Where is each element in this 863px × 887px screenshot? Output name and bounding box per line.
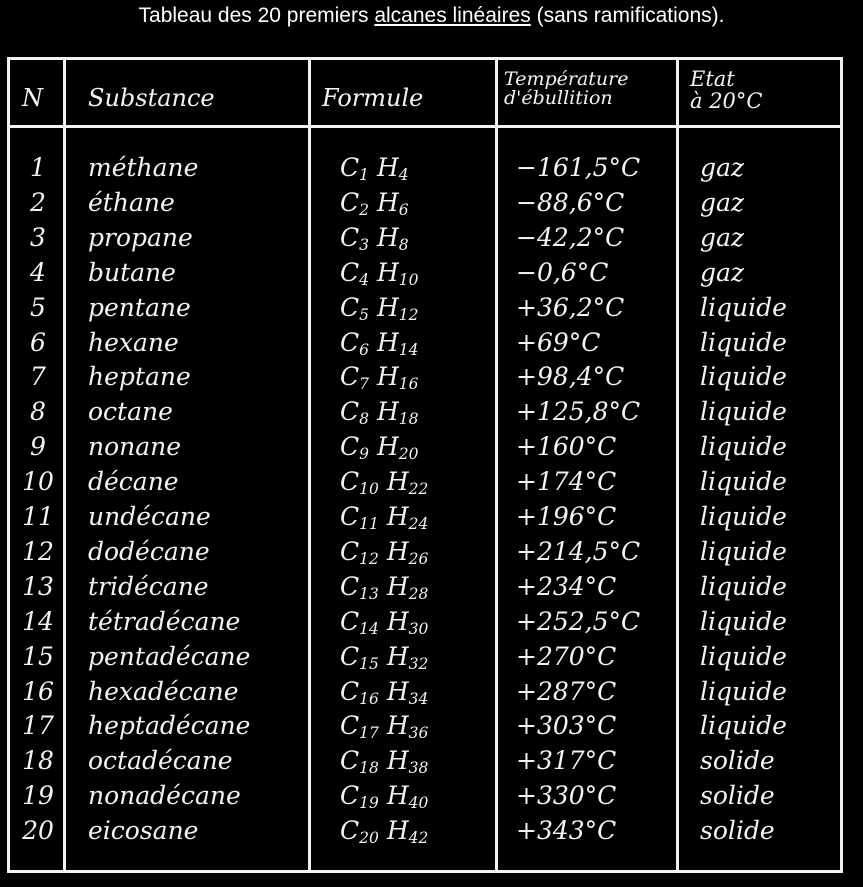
carbon-symbol: C	[340, 677, 360, 706]
carbon-count: 14	[359, 619, 379, 638]
carbon-count: 8	[359, 409, 370, 428]
hydrogen-symbol: H	[369, 223, 399, 252]
substance-name: éthane	[88, 188, 175, 217]
header-etat-line2: à 20°C	[690, 89, 763, 113]
carbon-symbol: C	[340, 153, 360, 182]
carbon-count: 11	[359, 514, 379, 533]
substance-name: nonane	[88, 432, 182, 461]
row-number: 16	[22, 677, 54, 706]
boiling-temperature: +125,8°C	[516, 397, 641, 426]
carbon-symbol: C	[340, 572, 360, 601]
boiling-temperature: +196°C	[516, 502, 617, 531]
boiling-temperature: +174°C	[516, 467, 617, 496]
row-number: 17	[22, 711, 54, 740]
column-divider	[308, 57, 311, 873]
formula	[340, 778, 428, 813]
state-at-20c: liquide	[700, 711, 787, 740]
header-substance: Substance	[88, 84, 215, 112]
column-divider	[495, 57, 498, 873]
state-at-20c: liquide	[700, 537, 787, 566]
formula	[340, 185, 409, 220]
formula	[340, 150, 409, 185]
hydrogen-symbol: H	[369, 258, 399, 287]
carbon-symbol: C	[340, 607, 360, 636]
row-number: 12	[22, 537, 54, 566]
boiling-temperature: +234°C	[516, 572, 617, 601]
state-at-20c: solide	[700, 746, 775, 775]
carbon-count: 15	[359, 654, 379, 673]
boiling-temperature: +160°C	[516, 432, 617, 461]
hydrogen-count: 28	[408, 584, 429, 603]
substance-name: hexane	[88, 328, 179, 357]
carbon-symbol: C	[340, 188, 360, 217]
state-at-20c: liquide	[700, 642, 787, 671]
state-at-20c: liquide	[700, 432, 787, 461]
row-number: 3	[30, 223, 46, 252]
formula	[340, 639, 428, 674]
header-etat	[690, 68, 763, 112]
hydrogen-symbol: H	[369, 362, 399, 391]
state-at-20c: liquide	[700, 328, 787, 357]
row-number: 5	[30, 293, 46, 322]
row-number: 19	[22, 781, 54, 810]
carbon-symbol: C	[340, 642, 360, 671]
hydrogen-symbol: H	[369, 293, 399, 322]
boiling-temperature: +214,5°C	[516, 537, 641, 566]
row-number: 13	[22, 572, 54, 601]
carbon-symbol: C	[340, 328, 360, 357]
carbon-count: 19	[359, 793, 379, 812]
alcanes-lineaires-link[interactable]: alcanes linéaires	[374, 4, 531, 27]
header-temperature-line1: Température	[504, 68, 629, 90]
formula	[340, 429, 419, 464]
carbon-symbol: C	[340, 223, 360, 252]
carbon-count: 9	[359, 444, 370, 463]
boiling-temperature: +69°C	[516, 328, 601, 357]
substance-name: méthane	[88, 153, 199, 182]
substance-name: octadécane	[88, 746, 233, 775]
hydrogen-count: 8	[398, 235, 409, 254]
header-temperature	[504, 70, 628, 108]
formula	[340, 359, 419, 394]
carbon-symbol: C	[340, 781, 360, 810]
boiling-temperature: +252,5°C	[516, 607, 641, 636]
carbon-count: 1	[359, 165, 370, 184]
boiling-temperature: +36,2°C	[516, 293, 625, 322]
substance-name: décane	[88, 467, 179, 496]
state-at-20c: liquide	[700, 293, 787, 322]
header-n: N	[22, 84, 43, 112]
carbon-count: 20	[359, 828, 379, 847]
formula	[340, 220, 409, 255]
boiling-temperature: +330°C	[516, 781, 617, 810]
formula	[340, 813, 428, 848]
boiling-temperature: +287°C	[516, 677, 617, 706]
hydrogen-symbol: H	[378, 642, 409, 671]
row-number: 14	[22, 607, 54, 636]
header-formule: Formule	[322, 84, 424, 112]
substance-name: tétradécane	[88, 607, 241, 636]
hydrogen-count: 22	[408, 479, 429, 498]
header-temperature-line2: d'ébullition	[504, 87, 613, 109]
boiling-temperature: +343°C	[516, 816, 617, 845]
formula	[340, 604, 428, 639]
page-caption	[0, 4, 863, 28]
hydrogen-count: 16	[398, 374, 419, 393]
state-at-20c: liquide	[700, 362, 787, 391]
header-etat-line1: Etat	[690, 67, 735, 91]
state-at-20c: gaz	[700, 188, 745, 217]
state-at-20c: liquide	[700, 677, 787, 706]
row-number: 6	[30, 328, 46, 357]
boiling-temperature: +270°C	[516, 642, 617, 671]
hydrogen-count: 34	[408, 689, 429, 708]
hydrogen-symbol: H	[378, 781, 409, 810]
formula	[340, 569, 428, 604]
substance-name: hexadécane	[88, 677, 239, 706]
hydrogen-count: 14	[398, 340, 419, 359]
carbon-symbol: C	[340, 816, 360, 845]
formula	[340, 499, 428, 534]
formula	[340, 394, 419, 429]
substance-name: propane	[88, 223, 193, 252]
state-at-20c: liquide	[700, 397, 787, 426]
carbon-count: 13	[359, 584, 379, 603]
row-number: 1	[30, 153, 46, 182]
carbon-count: 6	[359, 340, 370, 359]
row-number: 15	[22, 642, 54, 671]
hydrogen-symbol: H	[369, 432, 399, 461]
carbon-count: 4	[359, 270, 370, 289]
formula	[340, 255, 419, 290]
formula	[340, 708, 428, 743]
hydrogen-symbol: H	[378, 467, 409, 496]
carbon-count: 17	[359, 723, 379, 742]
boiling-temperature: +98,4°C	[516, 362, 625, 391]
row-number: 11	[22, 502, 54, 531]
state-at-20c: gaz	[700, 223, 745, 252]
carbon-count: 5	[359, 305, 370, 324]
boiling-temperature: −0,6°C	[516, 258, 609, 287]
hydrogen-count: 12	[398, 305, 419, 324]
state-at-20c: solide	[700, 816, 775, 845]
caption-text-before: Tableau des 20 premiers	[138, 4, 375, 27]
hydrogen-count: 18	[398, 409, 419, 428]
row-number: 4	[30, 258, 46, 287]
state-at-20c: liquide	[700, 502, 787, 531]
hydrogen-symbol: H	[369, 328, 399, 357]
carbon-count: 12	[359, 549, 379, 568]
carbon-count: 3	[359, 235, 370, 254]
row-number: 7	[30, 362, 46, 391]
carbon-symbol: C	[340, 293, 360, 322]
hydrogen-symbol: H	[378, 607, 409, 636]
formula	[340, 534, 428, 569]
substance-name: pentadécane	[88, 642, 251, 671]
carbon-count: 18	[359, 758, 379, 777]
formula	[340, 674, 428, 709]
row-number: 18	[22, 746, 54, 775]
state-at-20c: solide	[700, 781, 775, 810]
substance-name: undécane	[88, 502, 211, 531]
hydrogen-count: 10	[398, 270, 419, 289]
boiling-temperature: −42,2°C	[516, 223, 625, 252]
state-at-20c: liquide	[700, 572, 787, 601]
formula	[340, 290, 419, 325]
hydrogen-count: 40	[408, 793, 429, 812]
hydrogen-symbol: H	[378, 711, 409, 740]
state-at-20c: liquide	[700, 607, 787, 636]
hydrogen-count: 4	[398, 165, 409, 184]
substance-name: tridécane	[88, 572, 209, 601]
carbon-symbol: C	[340, 432, 360, 461]
row-number: 8	[30, 397, 46, 426]
column-divider	[63, 57, 66, 873]
hydrogen-count: 36	[408, 723, 429, 742]
row-number: 10	[22, 467, 54, 496]
carbon-count: 10	[359, 479, 379, 498]
carbon-count: 7	[359, 374, 370, 393]
hydrogen-symbol: H	[378, 816, 409, 845]
boiling-temperature: −88,6°C	[516, 188, 625, 217]
state-at-20c: gaz	[700, 153, 745, 182]
boiling-temperature: +317°C	[516, 746, 617, 775]
hydrogen-symbol: H	[378, 572, 409, 601]
carbon-symbol: C	[340, 711, 360, 740]
header-divider	[7, 125, 843, 128]
substance-name: heptane	[88, 362, 191, 391]
hydrogen-symbol: H	[369, 188, 399, 217]
carbon-symbol: C	[340, 502, 360, 531]
substance-name: octane	[88, 397, 173, 426]
substance-name: butane	[88, 258, 176, 287]
substance-name: pentane	[88, 293, 191, 322]
hydrogen-count: 6	[398, 200, 409, 219]
caption-text-after: (sans ramifications).	[530, 4, 725, 27]
column-divider	[676, 57, 679, 873]
formula	[340, 464, 428, 499]
substance-name: dodécane	[88, 537, 210, 566]
carbon-symbol: C	[340, 467, 360, 496]
hydrogen-symbol: H	[378, 746, 409, 775]
carbon-count: 2	[359, 200, 370, 219]
carbon-symbol: C	[340, 537, 360, 566]
hydrogen-count: 32	[408, 654, 429, 673]
hydrogen-symbol: H	[378, 537, 409, 566]
row-number: 20	[22, 816, 54, 845]
hydrogen-count: 26	[408, 549, 429, 568]
state-at-20c: liquide	[700, 467, 787, 496]
carbon-count: 16	[359, 689, 379, 708]
hydrogen-count: 24	[408, 514, 429, 533]
hydrogen-symbol: H	[369, 153, 399, 182]
substance-name: heptadécane	[88, 711, 251, 740]
hydrogen-count: 42	[408, 828, 429, 847]
state-at-20c: gaz	[700, 258, 745, 287]
carbon-symbol: C	[340, 397, 360, 426]
substance-name: eicosane	[88, 816, 199, 845]
boiling-temperature: +303°C	[516, 711, 617, 740]
hydrogen-symbol: H	[378, 502, 409, 531]
boiling-temperature: −161,5°C	[516, 153, 641, 182]
hydrogen-symbol: H	[369, 397, 399, 426]
carbon-symbol: C	[340, 746, 360, 775]
formula	[340, 743, 428, 778]
carbon-symbol: C	[340, 258, 360, 287]
hydrogen-count: 38	[408, 758, 429, 777]
hydrogen-count: 30	[408, 619, 429, 638]
substance-name: nonadécane	[88, 781, 241, 810]
row-number: 2	[30, 188, 46, 217]
hydrogen-symbol: H	[378, 677, 409, 706]
row-number: 9	[30, 432, 46, 461]
carbon-symbol: C	[340, 362, 360, 391]
formula	[340, 325, 419, 360]
hydrogen-count: 20	[398, 444, 419, 463]
